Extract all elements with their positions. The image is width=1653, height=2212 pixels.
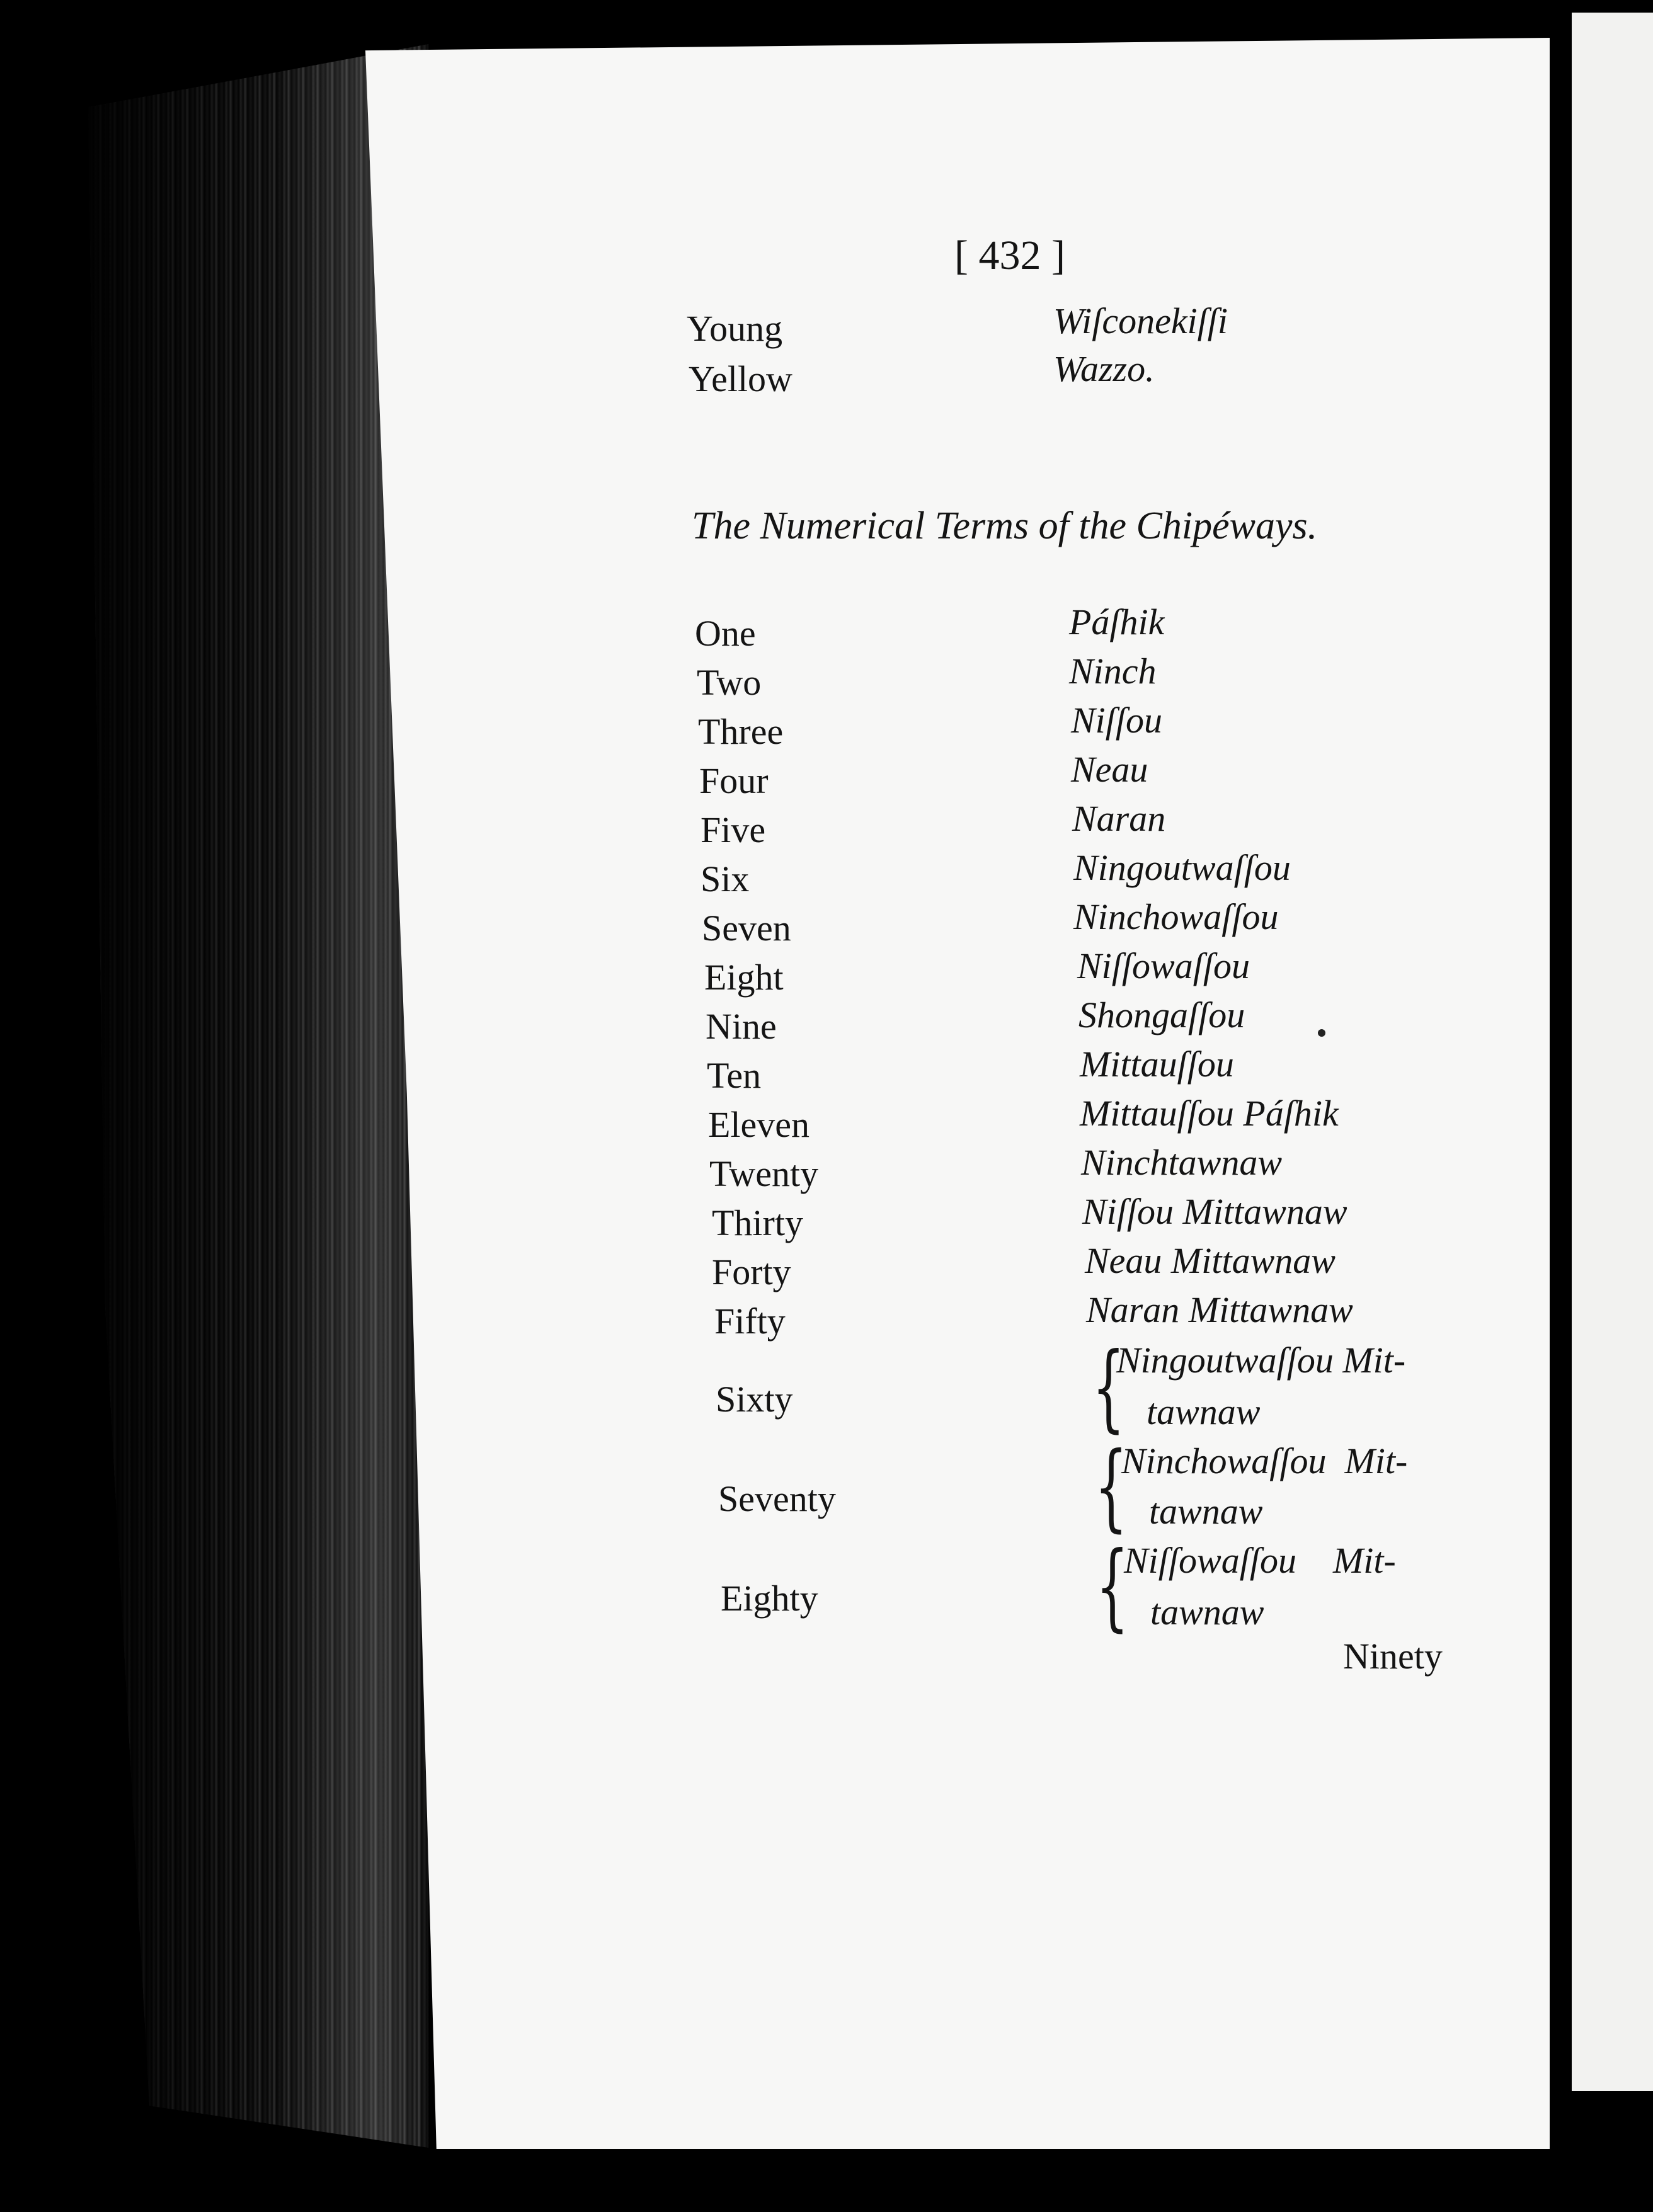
numeral-chipeway: Mittauſſou [1080, 1044, 1234, 1085]
numeral-chipeway-line: Ninchowaſſou Mit- [1121, 1440, 1408, 1481]
numeral-chipeway-line: tawnaw [1150, 1592, 1264, 1633]
word-english: Yellow [689, 358, 792, 399]
numeral-english: Seven [702, 908, 791, 949]
numeral-chipeway: Shongaſſou [1078, 995, 1245, 1035]
numeral-english: Eight [704, 957, 784, 998]
numeral-chipeway: Naran Mittawnaw [1086, 1289, 1353, 1330]
numeral-chipeway-line: Niſſowaſſou Mit- [1124, 1540, 1396, 1581]
book-fore-edge [88, 44, 428, 2148]
numeral-english: Six [701, 858, 750, 899]
numeral-chipeway: Páſhik [1069, 601, 1165, 642]
numeral-chipeway: Ninchowaſſou [1073, 896, 1279, 937]
catchword: Ninety [1343, 1636, 1443, 1677]
numeral-english: Five [701, 809, 766, 850]
numeral-chipeway: Neau Mittawnaw [1085, 1240, 1336, 1281]
numeral-english: Forty [712, 1251, 791, 1292]
curly-brace: { [1092, 1333, 1125, 1442]
numeral-chipeway: Niſſowaſſou [1077, 945, 1250, 986]
numeral-english: Twenty [709, 1153, 819, 1194]
word-chipeway: Wiſconekiſſi [1053, 300, 1228, 341]
numeral-chipeway: Mittauſſou Páſhik [1080, 1093, 1339, 1134]
section-title: The Numerical Terms of the Chipéways. [692, 505, 1318, 547]
numeral-chipeway: Niſſou [1071, 700, 1163, 741]
numeral-english: Three [698, 711, 784, 752]
facing-page-edge [1572, 13, 1653, 2091]
ink-speck [1318, 1029, 1325, 1037]
numeral-english: Eighty [721, 1578, 818, 1619]
page-number: [ 432 ] [954, 232, 1065, 278]
book-page [365, 38, 1550, 2149]
numeral-english: Two [697, 662, 762, 703]
numeral-english: Thirty [712, 1202, 803, 1243]
numeral-english: Seventy [718, 1478, 836, 1519]
numeral-english: One [695, 613, 756, 654]
numeral-english: Eleven [708, 1104, 810, 1145]
numeral-chipeway: Niſſou Mittawnaw [1082, 1191, 1347, 1232]
numeral-chipeway-line: tawnaw [1147, 1391, 1261, 1432]
numeral-chipeway: Ninch [1069, 651, 1157, 692]
numeral-chipeway: Ninchtawnaw [1081, 1142, 1283, 1183]
numeral-chipeway: Neau [1071, 749, 1148, 790]
numeral-english: Four [699, 760, 769, 801]
numeral-chipeway-line: tawnaw [1149, 1491, 1263, 1532]
numeral-english: Ten [707, 1055, 762, 1096]
numeral-chipeway: Ningoutwaſſou [1073, 847, 1291, 888]
numeral-english: Fifty [714, 1301, 786, 1342]
numeral-english: Sixty [716, 1379, 793, 1420]
word-english: Young [687, 308, 783, 349]
numeral-english: Nine [706, 1006, 777, 1047]
numeral-chipeway: Naran [1072, 798, 1166, 839]
word-chipeway: Wazzo. [1053, 348, 1155, 389]
curly-brace: { [1094, 1432, 1128, 1542]
curly-brace: { [1095, 1532, 1129, 1641]
numeral-chipeway-line: Ningoutwaſſou Mit- [1116, 1340, 1406, 1381]
